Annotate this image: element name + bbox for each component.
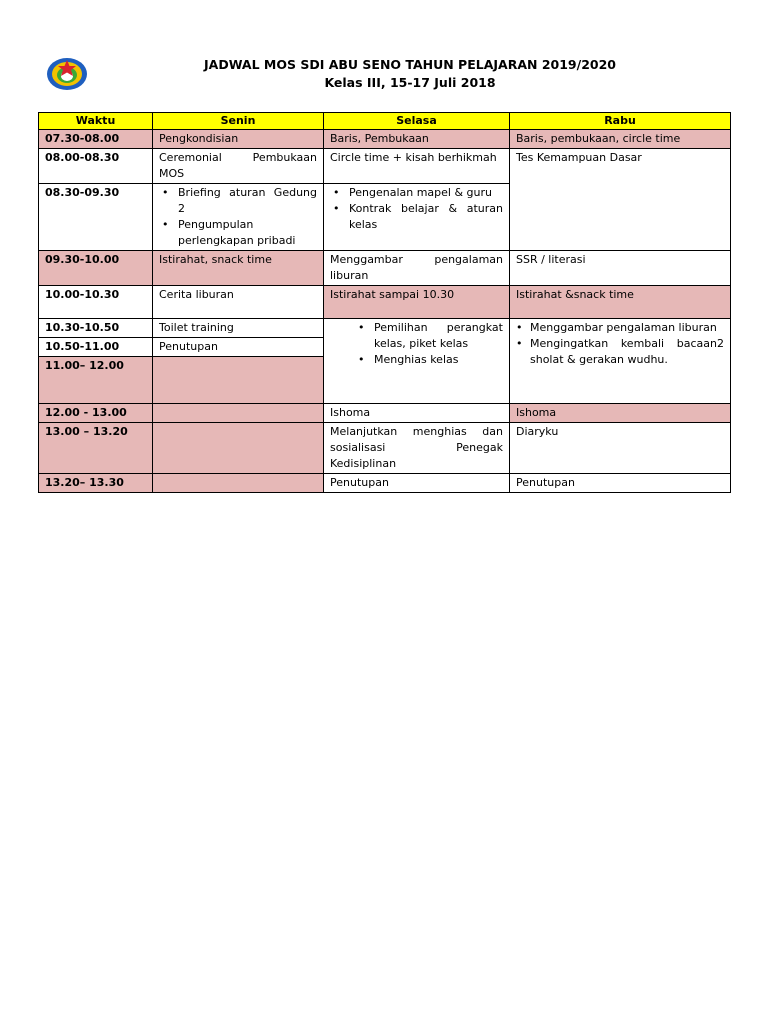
time-cell: 07.30-08.00 xyxy=(39,130,153,149)
selasa-cell xyxy=(324,319,510,404)
bullet-icon: • xyxy=(162,218,169,231)
rabu-cell: SSR / literasi xyxy=(510,251,731,286)
rabu-cell xyxy=(510,319,731,404)
header-selasa: Selasa xyxy=(324,113,510,130)
time-cell: 10.00-10.30 xyxy=(39,286,153,319)
rabu-bullet-list xyxy=(516,320,724,368)
list-item: • Briefing aturan Gedung 2 xyxy=(162,186,317,215)
senin-cell: Ceremonial Pembukaan MOS xyxy=(153,149,324,184)
table-row xyxy=(39,130,731,149)
schedule-table xyxy=(38,112,731,493)
senin-cell xyxy=(153,404,324,423)
list-item: • Pengenalan mapel & guru xyxy=(333,186,492,199)
senin-cell: Istirahat, snack time xyxy=(153,251,324,286)
time-cell: 11.00– 12.00 xyxy=(39,357,153,404)
rabu-cell: Tes Kemampuan Dasar xyxy=(510,149,731,251)
list-item: • Pemilihan perangkat kelas, piket kelas xyxy=(358,321,503,350)
senin-cell: Penutupan xyxy=(153,338,324,357)
senin-cell xyxy=(153,357,324,404)
senin-cell xyxy=(153,423,324,474)
list-item: • Kontrak belajar & aturan kelas xyxy=(333,202,503,231)
bullet-icon: • xyxy=(162,186,169,199)
selasa-cell: Baris, Pembukaan xyxy=(324,130,510,149)
header-rabu: Rabu xyxy=(510,113,731,130)
time-cell: 08.00-08.30 xyxy=(39,149,153,184)
time-cell: 13.20– 13.30 xyxy=(39,474,153,493)
rabu-cell: Penutupan xyxy=(510,474,731,493)
selasa-cell: Istirahat sampai 10.30 xyxy=(324,286,510,319)
bullet-icon: • xyxy=(516,337,523,350)
bullet-icon: • xyxy=(358,353,365,366)
rabu-cell: Ishoma xyxy=(510,404,731,423)
senin-cell: Pengkondisian xyxy=(153,130,324,149)
table-header-row xyxy=(39,113,731,130)
rabu-cell: Baris, pembukaan, circle time xyxy=(510,130,731,149)
table-row xyxy=(39,149,731,184)
list-item: • Menggambar pengalaman liburan xyxy=(516,321,717,334)
time-cell: 13.00 – 13.20 xyxy=(39,423,153,474)
selasa-cell: Circle time + kisah berhikmah xyxy=(324,149,510,184)
rabu-cell: Diaryku xyxy=(510,423,731,474)
selasa-cell xyxy=(324,184,510,251)
bullet-icon: • xyxy=(333,202,340,215)
senin-bullet-list xyxy=(159,185,317,249)
selasa-cell: Penutupan xyxy=(324,474,510,493)
header-waktu: Waktu xyxy=(39,113,153,130)
bullet-icon: • xyxy=(358,321,365,334)
time-cell: 08.30-09.30 xyxy=(39,184,153,251)
table-row xyxy=(39,404,731,423)
selasa-bullet-list xyxy=(330,185,503,233)
bullet-icon: • xyxy=(333,186,340,199)
senin-cell: Toilet training xyxy=(153,319,324,338)
senin-cell xyxy=(153,184,324,251)
selasa-cell: Menggambar pengalaman liburan xyxy=(324,251,510,286)
list-item: • Mengingatkan kembali bacaan2 sholat & gerakan wudhu. xyxy=(516,337,724,366)
senin-cell: Cerita liburan xyxy=(153,286,324,319)
school-logo-icon xyxy=(45,54,89,92)
table-row xyxy=(39,423,731,474)
time-cell: 10.50-11.00 xyxy=(39,338,153,357)
time-cell: 09.30-10.00 xyxy=(39,251,153,286)
list-item: • Menghias kelas xyxy=(358,353,459,366)
page-subtitle: Kelas III, 15-17 Juli 2018 xyxy=(324,75,496,90)
selasa-cell: Melanjutkan menghias dan sosialisasi Penegak Kedisiplinan xyxy=(324,423,510,474)
page-title: JADWAL MOS SDI ABU SENO TAHUN PELAJARAN 2019/2020 xyxy=(204,57,616,72)
selasa-bullet-list xyxy=(330,320,503,368)
table-row xyxy=(39,319,731,338)
table-row xyxy=(39,474,731,493)
rabu-cell: Istirahat &snack time xyxy=(510,286,731,319)
senin-cell xyxy=(153,474,324,493)
header-senin: Senin xyxy=(153,113,324,130)
time-cell: 12.00 - 13.00 xyxy=(39,404,153,423)
table-row xyxy=(39,286,731,319)
bullet-icon: • xyxy=(516,321,523,334)
selasa-cell: Ishoma xyxy=(324,404,510,423)
table-row xyxy=(39,251,731,286)
list-item: • Pengumpulan perlengkapan pribadi xyxy=(162,218,296,247)
time-cell: 10.30-10.50 xyxy=(39,319,153,338)
